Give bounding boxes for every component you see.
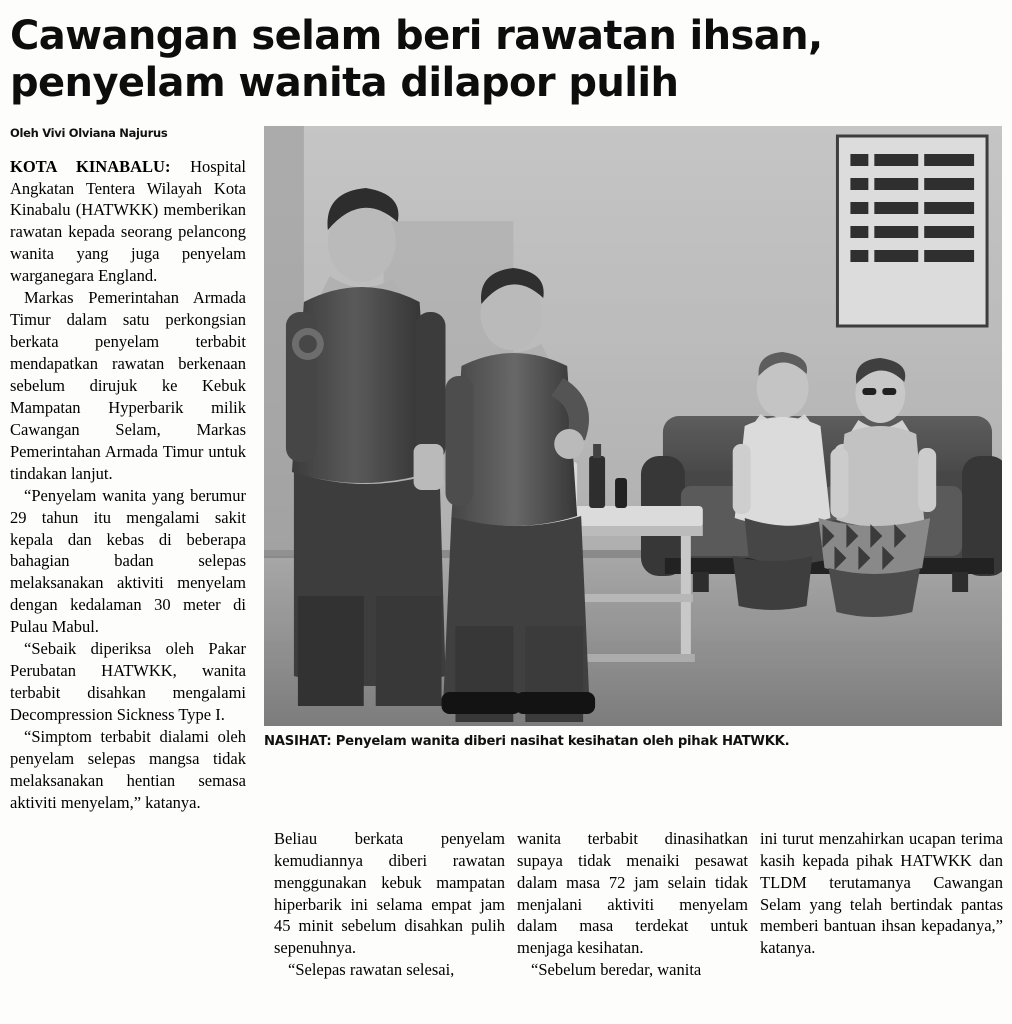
paragraph: wanita terbabit dinasihatkan supaya tidak menaiki pesawat dalam masa 72 jam selain tidak menjalani aktiviti menyelam dalam masa terdekat untuk menjaga kesihatan. <box>517 828 748 958</box>
headline-line-2: penyelam wanita dilapor pulih <box>10 59 679 106</box>
headline-line-1: Cawangan selam beri rawatan ihsan, <box>10 13 823 59</box>
article-body <box>0 126 1012 982</box>
photo-block <box>260 126 1002 751</box>
photo-illustration <box>264 126 1002 726</box>
paragraph: “Selepas rawatan selesai, <box>288 960 455 980</box>
article-column-1 <box>10 126 260 814</box>
paragraph: “Simptom terbabit dialami oleh penyelam selepas mangsa tidak melaksanakan hentian semasa aktiviti menyelam,” katanya. <box>10 726 246 812</box>
byline: Oleh Vivi Olviana Najurus <box>10 125 168 140</box>
caption-text: Penyelam wanita diberi nasihat kesihatan oleh pihak HATWKK. <box>335 733 790 749</box>
paragraph <box>10 156 246 288</box>
paragraph: “Sebaik diperiksa oleh Pakar Perubatan HATWKK, wanita terbabit disahkan mengalami Decompression Sickness Type I. <box>10 639 246 725</box>
caption-label: NASIHAT: <box>264 733 332 749</box>
paragraph: Beliau berkata penyelam kemudiannya diberi rawatan menggunakan kebuk mampatan hiperbarik ini selama empat jam 45 minit sebelum disahkan pulih sepenuhnya. <box>274 828 505 958</box>
paragraph: “Penyelam wanita yang berumur 29 tahun itu mengalami sakit kepala dan kebas di beberapa bahagian badan selepas melaksanakan aktiviti menyelam dengan kedalaman 30 meter di Pulau Mabul. <box>10 485 246 637</box>
bottom-columns <box>10 828 1002 982</box>
article-column-3 <box>517 828 760 982</box>
photo-caption <box>264 734 1002 751</box>
article-column-2 <box>274 828 517 982</box>
article-column-4 <box>760 828 1003 982</box>
paragraph: “Sebelum beredar, wanita <box>531 960 702 980</box>
top-row <box>10 126 1002 814</box>
paragraph: ini turut menzahirkan ucapan terima kasih kepada pihak HATWKK dan TLDM terutamanya Cawangan Selam yang telah bertindak pantas memberi bantuan ihsan kepadanya,” katanya. <box>760 828 1003 958</box>
paragraph-text: Hospital Angkatan Tentera Wilayah Kota Kinabalu (HATWKK) memberikan rawatan kepada seorang pelancong wanita yang juga penyelam warganegara England. <box>10 156 246 286</box>
dateline: KOTA KINABALU: <box>10 156 171 176</box>
paragraph: Markas Pemerintahan Armada Timur dalam satu perkongsian berkata penyelam terbabit mendapatkan rawatan berkenaan sebelum dirujuk ke Kebuk Mampatan Hyperbarik milik Cawangan Selam, Markas Pemerintahan Armada Timur untuk tindakan lanjut. <box>10 288 246 483</box>
page-title <box>0 0 1012 106</box>
news-photo <box>264 126 1002 726</box>
